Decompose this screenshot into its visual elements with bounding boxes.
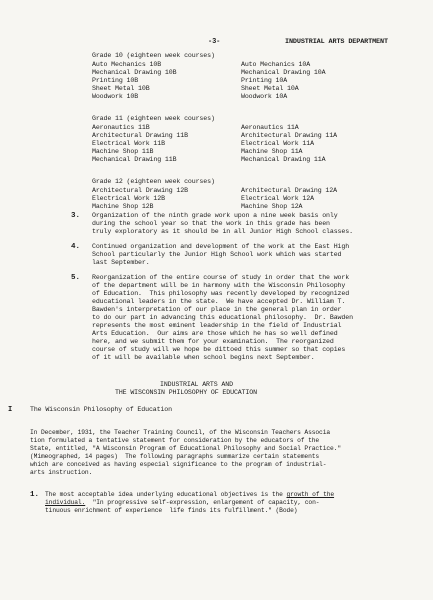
- course-right: Architectural Drawing 11A: [241, 132, 337, 139]
- intro-line: In December, 1931, the Teacher Training Council, of the Wisconsin Teachers Associa: [30, 429, 331, 436]
- course-right: Architectural Drawing 12A: [241, 187, 337, 194]
- intro-line: (Mimeographed, 14 pages) The following paragraphs summarize certain statements: [30, 453, 320, 460]
- point-number: 1.: [30, 491, 40, 499]
- course-left: Printing 10B: [92, 77, 139, 84]
- course-right: Auto Mechanics 10A: [241, 61, 311, 68]
- page-number: -3-: [208, 38, 221, 46]
- course-left: Auto Mechanics 10B: [92, 61, 162, 68]
- item-5-line: educational leaders in the state. We have accepted Dr. William T.: [92, 298, 346, 305]
- roman-numeral: I: [8, 406, 13, 414]
- item-4-line: last September.: [92, 259, 150, 266]
- intro-line: State, entitled, "A Wisconsin Program of Educational Philosophy and Social Practice.": [30, 445, 341, 452]
- intro-line: tion formulated a tentative statement for consideration by the educators of the: [30, 437, 320, 444]
- intro-line: arts instruction.: [30, 469, 93, 476]
- course-right: Electrical Work 12A: [241, 195, 314, 202]
- grade-11-heading: Grade 11 (eighteen week courses): [92, 115, 215, 122]
- item-number: 5.: [71, 274, 81, 282]
- section-title-line2: THE WISCONSIN PHILOSOPHY OF EDUCATION: [115, 389, 257, 396]
- point-1-line1: The most acceptable idea underlying educational objectives is the growth of the: [45, 491, 335, 498]
- item-4-line: Continued organization and development of the work at the East High: [92, 243, 350, 250]
- item-3-line: truly exploratory as it should be in all Junior High School classes.: [92, 228, 353, 235]
- item-5-line: to do our part in advancing this educational philosophy. Dr. Bawden: [92, 314, 353, 321]
- course-right: Sheet Metal 10A: [241, 85, 299, 92]
- item-5-line: represents the most eminent leadership in the field of Industrial: [92, 322, 342, 329]
- course-left: Architectural Drawing 11B: [92, 132, 188, 139]
- subsection-heading: The Wisconsin Philosophy of Education: [30, 406, 172, 413]
- item-4-line: School particularly the Junior High School work which was started: [92, 251, 342, 258]
- course-left: Machine Shop 12B: [92, 203, 154, 210]
- item-5-line: of Education. This philosophy was recently developed by recognized: [92, 290, 350, 297]
- item-3-line: Organization of the ninth grade work upon a nine week basis only: [92, 212, 338, 219]
- item-5-line: of it will be available when school begins next September.: [92, 354, 315, 361]
- grade-10-heading: Grade 10 (eighteen week courses): [92, 52, 215, 59]
- point-1-line2: individual. "In progressive self-expression, enlargement of capacity, con-: [45, 499, 320, 506]
- course-right: Printing 10A: [241, 77, 288, 84]
- course-left: Machine Shop 11B: [92, 148, 154, 155]
- course-left: Sheet Metal 10B: [92, 85, 150, 92]
- course-left: Woodwork 10B: [92, 93, 139, 100]
- course-right: Aeronautics 11A: [241, 124, 299, 131]
- course-right: Electrical Work 11A: [241, 140, 314, 147]
- course-left: Mechanical Drawing 11B: [92, 156, 177, 163]
- item-5-line: course of study will we hope be dittoed this summer so that copies: [92, 346, 346, 353]
- course-left: Mechanical Drawing 10B: [92, 69, 177, 76]
- course-right: Mechanical Drawing 10A: [241, 69, 326, 76]
- department-header: INDUSTRIAL ARTS DEPARTMENT: [285, 38, 388, 46]
- item-3-line: during the school year so that the work in this grade has been: [92, 220, 330, 227]
- grade-12-heading: Grade 12 (eighteen week courses): [92, 178, 215, 185]
- item-5-line: Bawden's interpretation of our place in the general plan in order: [92, 306, 342, 313]
- item-5-line: here, and we submit them for your examination. The reorganized: [92, 338, 334, 345]
- point-1-line3: tinuous enrichment of experience life finds its fulfillment." (Bode): [45, 507, 298, 514]
- course-right: Machine Shop 12A: [241, 203, 303, 210]
- course-left: Electrical Work 11B: [92, 140, 165, 147]
- intro-line: which are conceived as having especial significance to the program of industrial-: [30, 461, 327, 468]
- course-left: Architectural Drawing 12B: [92, 187, 188, 194]
- item-5-line: of the department will be in harmony with the Wisconsin Philosophy: [92, 282, 346, 289]
- course-left: Electrical Work 12B: [92, 195, 165, 202]
- course-left: Aeronautics 11B: [92, 124, 150, 131]
- item-5-line: Reorganization of the entire course of study in order that the work: [92, 274, 350, 281]
- section-title-line1: INDUSTRIAL ARTS AND: [160, 381, 233, 388]
- item-number: 3.: [71, 212, 81, 220]
- course-right: Woodwork 10A: [241, 93, 288, 100]
- item-5-line: Arts Education. Our aims are those which he has so well defined: [92, 330, 338, 337]
- course-right: Machine Shop 11A: [241, 148, 303, 155]
- course-right: Mechanical Drawing 11A: [241, 156, 326, 163]
- item-number: 4.: [71, 243, 81, 251]
